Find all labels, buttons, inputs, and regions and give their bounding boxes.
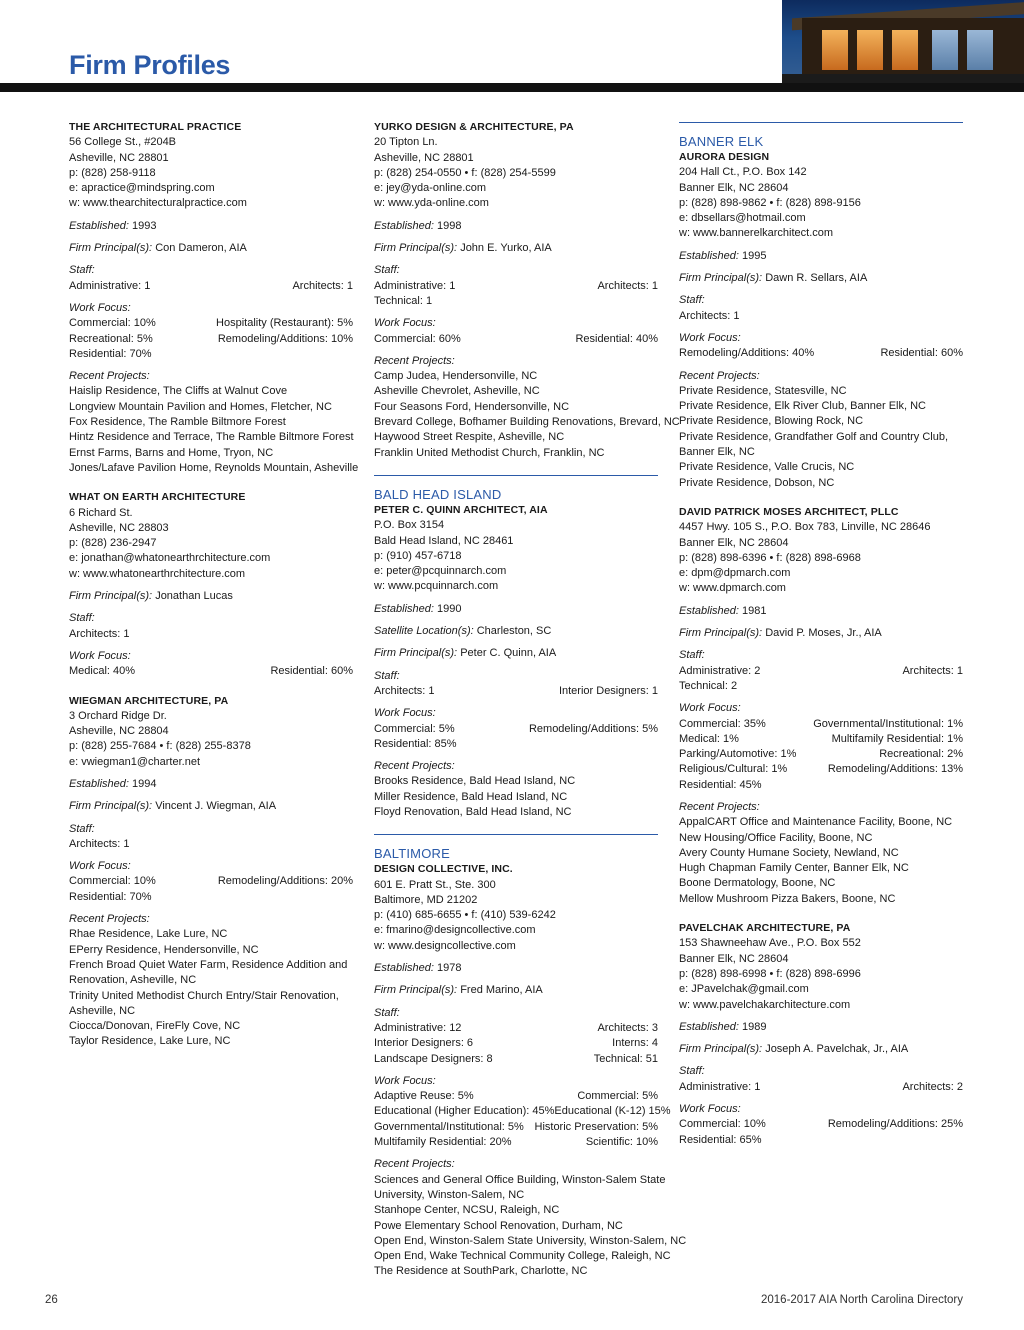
focus-row — [374, 332, 658, 347]
project-item: Ernst Farms, Barns and Home, Tryon, NC — [69, 446, 274, 459]
focus-item: Residential: 60% — [270, 665, 353, 678]
focus-item: Residential: 70% — [69, 890, 152, 903]
staff-row — [679, 664, 963, 679]
established-line — [679, 249, 963, 264]
principals-label: Firm Principal(s): — [374, 984, 458, 997]
column-1 — [69, 120, 359, 1064]
satellite-line — [374, 624, 658, 639]
focus-item: Remodeling/Additions: 13% — [827, 763, 963, 776]
project-item: AppalCART Office and Maintenance Facility, Boone, NC — [679, 816, 953, 829]
focus-item: Commercial: 60% — [374, 332, 461, 345]
focus-item: Multifamily Residential: 20% — [374, 1136, 512, 1149]
established-line — [679, 1020, 963, 1035]
focus-row — [374, 737, 658, 752]
firm-profile — [374, 834, 687, 1279]
principals-value: Peter C. Quinn, AIA — [460, 647, 557, 660]
city-heading: BANNER ELK — [679, 122, 963, 150]
project-item: The Residence at SouthPark, Charlotte, NC — [374, 1265, 588, 1278]
firm-profile — [679, 505, 963, 907]
contact-line: e: jonathan@whatonearthrchitecture.com — [69, 552, 271, 565]
focus-row — [69, 347, 353, 362]
project-item: Private Residence, Elk River Club, Banner Elk, NC — [679, 400, 926, 413]
firm-profile — [374, 120, 680, 461]
focus-row — [679, 778, 963, 793]
established-line — [69, 777, 353, 792]
staff-item: Architects: 1 — [69, 837, 130, 850]
staff-row — [679, 679, 963, 694]
staff-item: Architects: 1 — [374, 684, 435, 697]
focus-row — [679, 762, 963, 777]
focus-item: Governmental/Institutional: 1% — [813, 717, 963, 730]
staff-item: Architects: 1 — [902, 664, 963, 677]
project-item: Open End, Wake Technical Community College, Raleigh, NC — [374, 1250, 671, 1263]
staff-item: Technical: 2 — [679, 679, 738, 692]
focus-row — [679, 732, 963, 747]
staff-row — [69, 837, 353, 852]
staff-row — [69, 627, 353, 642]
staff-row — [374, 1052, 658, 1067]
focus-item: Educational (Higher Education): 45% — [374, 1105, 555, 1118]
focus-label: Work Focus: — [374, 317, 436, 330]
firm-name: WHAT ON EARTH ARCHITECTURE — [69, 491, 246, 504]
contact-line: Asheville, NC 28801 — [374, 151, 474, 164]
focus-item: Residential: 40% — [575, 332, 658, 345]
principals-line — [69, 589, 353, 604]
staff-item: Administrative: 1 — [69, 279, 151, 292]
focus-item: Religious/Cultural: 1% — [679, 763, 788, 776]
header-rule — [0, 83, 1024, 92]
firm-profile — [69, 490, 353, 679]
project-item: Sciences and General Office Building, Winston-Salem State — [374, 1173, 666, 1186]
established-value: 1990 — [437, 602, 462, 615]
principals-line — [69, 799, 353, 814]
principals-line — [374, 241, 658, 256]
firm-name: PETER C. QUINN ARCHITECT, AIA — [374, 503, 548, 516]
established-line — [374, 961, 658, 976]
contact-line: p: (828) 254-0550 • f: (828) 254-5599 — [374, 166, 556, 179]
project-item: Rhae Residence, Lake Lure, NC — [69, 928, 228, 941]
focus-row — [679, 747, 963, 762]
contact-line: Baltimore, MD 21202 — [374, 893, 478, 906]
project-item: Haislip Residence, The Cliffs at Walnut Cove — [69, 385, 288, 398]
focus-item: Residential: 60% — [880, 347, 963, 360]
project-item: Stanhope Center, NCSU, Raleigh, NC — [374, 1204, 560, 1217]
contact-line: e: peter@pcquinnarch.com — [374, 565, 507, 578]
established-label: Established: — [679, 1020, 739, 1033]
focus-item: Scientific: 10% — [585, 1136, 658, 1149]
focus-item: Remodeling/Additions: 25% — [827, 1118, 963, 1131]
focus-item: Governmental/Institutional: 5% — [374, 1120, 524, 1133]
focus-item: Residential: 65% — [679, 1133, 762, 1146]
principals-label: Firm Principal(s): — [679, 627, 763, 640]
staff-item: Administrative: 1 — [374, 279, 456, 292]
established-value: 1998 — [437, 219, 462, 232]
focus-item: Commercial: 35% — [679, 717, 766, 730]
directory-name: 2016-2017 AIA North Carolina Directory — [761, 1294, 963, 1306]
established-line — [374, 602, 658, 617]
contact-line: Asheville, NC 28803 — [69, 521, 169, 534]
focus-item: Educational (K-12) 15% — [554, 1105, 671, 1118]
focus-row — [69, 874, 353, 889]
focus-label: Work Focus: — [679, 1103, 741, 1116]
project-item: Longview Mountain Pavilion and Homes, Fletcher, NC — [69, 400, 332, 413]
principals-value: David P. Moses, Jr., AIA — [765, 627, 882, 640]
project-item: Private Residence, Valle Crucis, NC — [679, 461, 855, 474]
focus-label: Work Focus: — [374, 1074, 436, 1087]
staff-label: Staff: — [69, 822, 95, 835]
staff-item: Architects: 1 — [69, 627, 130, 640]
contact-line: Bald Head Island, NC 28461 — [374, 534, 514, 547]
established-value: 1994 — [132, 777, 157, 790]
focus-item: Residential: 70% — [69, 347, 152, 360]
staff-item: Administrative: 12 — [374, 1021, 462, 1034]
contact-line: 20 Tipton Ln. — [374, 136, 438, 149]
project-item: New Housing/Office Facility, Boone, NC — [679, 831, 873, 844]
principals-line — [679, 1042, 963, 1057]
project-item: Mellow Mushroom Pizza Bakers, Boone, NC — [679, 892, 896, 905]
principals-label: Firm Principal(s): — [374, 242, 458, 255]
focus-label: Work Focus: — [374, 707, 436, 720]
focus-row — [69, 332, 353, 347]
contact-line: w: www.yda-online.com — [374, 197, 489, 210]
focus-item: Commercial: 5% — [374, 722, 455, 735]
project-item: Powe Elementary School Renovation, Durham, NC — [374, 1219, 623, 1232]
focus-item: Multifamily Residential: 1% — [831, 732, 963, 745]
staff-item: Interior Designers: 6 — [374, 1037, 474, 1050]
project-item: Brooks Residence, Bald Head Island, NC — [374, 775, 576, 788]
column-3 — [679, 120, 963, 1162]
projects-label: Recent Projects: — [374, 354, 455, 367]
focus-item: Hospitality (Restaurant): 5% — [216, 317, 353, 330]
established-line — [69, 219, 353, 234]
contact-line: p: (828) 898-6396 • f: (828) 898-6968 — [679, 551, 861, 564]
contact-line: 204 Hall Ct., P.O. Box 142 — [679, 166, 807, 179]
staff-label: Staff: — [679, 649, 705, 662]
contact-line: p: (410) 685-6655 • f: (410) 539-6242 — [374, 909, 556, 922]
contact-line: p: (828) 255-7684 • f: (828) 255-8378 — [69, 740, 251, 753]
focus-item: Medical: 40% — [69, 665, 136, 678]
firm-profile — [679, 921, 963, 1148]
focus-row — [69, 890, 353, 905]
staff-label: Staff: — [374, 264, 400, 277]
firm-name: AURORA DESIGN — [679, 151, 770, 163]
city-heading: BALD HEAD ISLAND — [374, 475, 658, 503]
staff-row — [374, 1021, 658, 1036]
staff-row — [679, 1080, 963, 1095]
established-label: Established: — [374, 962, 434, 975]
contact-line: 6 Richard St. — [69, 506, 133, 519]
staff-row — [374, 294, 658, 309]
firm-name: PAVELCHAK ARCHITECTURE, PA — [679, 922, 851, 935]
contact-line: w: www.pavelchakarchitecture.com — [679, 998, 851, 1011]
project-item: Hintz Residence and Terrace, The Ramble Biltmore Forest — [69, 431, 354, 444]
principals-value: John E. Yurko, AIA — [460, 242, 552, 255]
principals-value: Fred Marino, AIA — [460, 984, 543, 997]
principals-label: Firm Principal(s): — [69, 242, 153, 255]
projects-label: Recent Projects: — [69, 370, 150, 383]
staff-label: Staff: — [69, 264, 95, 277]
projects-label: Recent Projects: — [679, 369, 760, 382]
projects-label: Recent Projects: — [374, 1158, 455, 1171]
project-item: Avery County Humane Society, Newland, NC — [679, 846, 899, 859]
focus-item: Recreational: 2% — [879, 748, 963, 761]
contact-line: 3 Orchard Ridge Dr. — [69, 709, 167, 722]
established-line — [679, 604, 963, 619]
firm-profile — [374, 475, 658, 820]
contact-line: p: (828) 258-9118 — [69, 166, 156, 179]
staff-label: Staff: — [679, 294, 705, 307]
principals-label: Firm Principal(s): — [679, 272, 763, 285]
firm-profile — [69, 694, 353, 1050]
focus-row — [374, 1104, 671, 1119]
satellite-label: Satellite Location(s): — [374, 625, 474, 638]
established-label: Established: — [69, 219, 129, 232]
focus-row — [679, 1133, 963, 1148]
principals-line — [69, 241, 353, 256]
project-item: Boone Dermatology, Boone, NC — [679, 877, 836, 890]
projects-label: Recent Projects: — [374, 760, 455, 773]
focus-item: Commercial: 5% — [577, 1090, 658, 1103]
contact-line: 601 E. Pratt St., Ste. 300 — [374, 878, 496, 891]
contact-line: 153 Shawneehaw Ave., P.O. Box 552 — [679, 937, 861, 950]
established-label: Established: — [374, 602, 434, 615]
contact-line: p: (828) 898-9862 • f: (828) 898-9156 — [679, 196, 861, 209]
staff-item: Architects: 3 — [597, 1021, 658, 1034]
principals-value: Joseph A. Pavelchak, Jr., AIA — [765, 1043, 909, 1056]
principals-value: Dawn R. Sellars, AIA — [765, 272, 868, 285]
focus-item: Adaptive Reuse: 5% — [374, 1090, 474, 1103]
staff-item: Interns: 4 — [612, 1037, 658, 1050]
firm-profile — [679, 122, 963, 491]
principals-label: Firm Principal(s): — [374, 647, 458, 660]
staff-row — [679, 309, 963, 324]
staff-item: Interior Designers: 1 — [558, 684, 658, 697]
staff-item: Landscape Designers: 8 — [374, 1052, 493, 1065]
focus-row — [69, 664, 353, 679]
principals-label: Firm Principal(s): — [69, 590, 153, 603]
firm-name: DAVID PATRICK MOSES ARCHITECT, PLLC — [679, 505, 899, 518]
project-item: Renovation, Asheville, NC — [69, 974, 197, 987]
firm-name: WIEGMAN ARCHITECTURE, PA — [69, 694, 229, 707]
contact-line: 56 College St., #204B — [69, 136, 177, 149]
established-label: Established: — [374, 219, 434, 232]
focus-label: Work Focus: — [679, 702, 741, 715]
established-label: Established: — [679, 249, 739, 262]
staff-row — [69, 279, 353, 294]
project-item: EPerry Residence, Hendersonville, NC — [69, 943, 259, 956]
focus-item: Medical: 1% — [679, 732, 739, 745]
satellite-value: Charleston, SC — [476, 625, 552, 638]
project-item: Fox Residence, The Ramble Biltmore Forest — [69, 416, 286, 429]
contact-line: w: www.thearchitecturalpractice.com — [69, 197, 247, 210]
project-item: Four Seasons Ford, Hendersonville, NC — [374, 400, 570, 413]
focus-item: Remodeling/Additions: 10% — [217, 332, 353, 345]
focus-item: Commercial: 10% — [679, 1118, 766, 1131]
focus-row — [679, 717, 963, 732]
firm-name: DESIGN COLLECTIVE, INC. — [374, 863, 513, 876]
city-heading: BALTIMORE — [374, 834, 658, 862]
staff-item: Architects: 2 — [902, 1080, 963, 1093]
established-value: 1981 — [742, 604, 767, 617]
focus-item: Remodeling/Additions: 5% — [528, 722, 658, 735]
focus-label: Work Focus: — [69, 860, 131, 873]
project-item: Open End, Winston-Salem State University, Winston-Salem, NC — [374, 1234, 687, 1247]
established-line — [374, 219, 658, 234]
focus-label: Work Focus: — [69, 301, 131, 314]
staff-item: Technical: 1 — [374, 294, 433, 307]
principals-line — [374, 646, 658, 661]
project-item: Trinity United Methodist Church Entry/Stair Renovation, — [69, 989, 339, 1002]
firm-name: YURKO DESIGN & ARCHITECTURE, PA — [374, 121, 574, 133]
focus-row — [679, 1117, 963, 1132]
contact-line: p: (828) 236-2947 — [69, 537, 157, 550]
project-item: Jones/Lafave Pavilion Home, Reynolds Mountain, Asheville — [69, 461, 359, 474]
staff-item: Administrative: 1 — [679, 1080, 761, 1093]
focus-item: Remodeling/Additions: 40% — [679, 347, 815, 360]
contact-line: Banner Elk, NC 28604 — [679, 181, 789, 194]
contact-line: Asheville, NC 28801 — [69, 151, 169, 164]
project-item: Asheville Chevrolet, Asheville, NC — [374, 385, 540, 398]
focus-row — [374, 1120, 658, 1135]
project-item: Franklin United Methodist Church, Franklin, NC — [374, 446, 605, 459]
contact-line: p: (910) 457-6718 — [374, 549, 462, 562]
focus-item: Commercial: 10% — [69, 317, 156, 330]
contact-line: p: (828) 898-6998 • f: (828) 898-6996 — [679, 967, 861, 980]
projects-label: Recent Projects: — [69, 913, 150, 926]
focus-row — [374, 722, 658, 737]
contact-line: 4457 Hwy. 105 S., P.O. Box 783, Linville, NC 28646 — [679, 521, 931, 534]
project-item: Private Residence, Dobson, NC — [679, 476, 835, 489]
principals-label: Firm Principal(s): — [69, 800, 153, 813]
principals-value: Con Dameron, AIA — [155, 242, 247, 255]
focus-row — [679, 346, 963, 361]
project-item: Hugh Chapman Family Center, Banner Elk, NC — [679, 862, 909, 875]
page-title: Firm Profiles — [69, 50, 231, 80]
focus-item: Remodeling/Additions: 20% — [217, 875, 353, 888]
contact-line: Banner Elk, NC 28604 — [679, 536, 789, 549]
project-item: University, Winston-Salem, NC — [374, 1188, 525, 1201]
project-item: Banner Elk, NC — [679, 446, 755, 459]
firm-name: THE ARCHITECTURAL PRACTICE — [69, 121, 242, 133]
staff-item: Architects: 1 — [679, 309, 740, 322]
focus-item: Residential: 45% — [679, 778, 762, 791]
contact-line: e: dbsellars@hotmail.com — [679, 212, 806, 225]
principals-label: Firm Principal(s): — [679, 1043, 763, 1056]
project-item: Brevard College, Bofhamer Building Renovations, Brevard, NC — [374, 416, 680, 429]
focus-item: Residential: 85% — [374, 737, 457, 750]
principals-line — [374, 983, 658, 998]
contact-line: Asheville, NC 28804 — [69, 725, 169, 738]
focus-label: Work Focus: — [69, 649, 131, 662]
focus-item: Historic Preservation: 5% — [534, 1120, 658, 1133]
staff-item: Administrative: 2 — [679, 664, 761, 677]
established-label: Established: — [69, 777, 129, 790]
contact-line: Banner Elk, NC 28604 — [679, 952, 789, 965]
focus-item: Parking/Automotive: 1% — [679, 748, 797, 761]
project-item: Floyd Renovation, Bald Head Island, NC — [374, 805, 572, 818]
staff-label: Staff: — [374, 1006, 400, 1019]
principals-line — [679, 626, 963, 641]
focus-item: Commercial: 10% — [69, 875, 156, 888]
column-2 — [374, 120, 687, 1294]
focus-row — [374, 1089, 658, 1104]
contact-line: e: vwiegman1@charter.net — [69, 755, 201, 768]
project-item: Haywood Street Respite, Asheville, NC — [374, 431, 565, 444]
project-item: Private Residence, Grandfather Golf and Country Club, — [679, 430, 949, 443]
established-value: 1978 — [437, 962, 462, 975]
contact-line: e: JPavelchak@gmail.com — [679, 983, 809, 996]
contact-line: w: www.whatonearthrchitecture.com — [69, 567, 246, 580]
project-item: Miller Residence, Bald Head Island, NC — [374, 790, 568, 803]
staff-label: Staff: — [69, 612, 95, 625]
established-value: 1993 — [132, 219, 157, 232]
focus-row — [374, 1135, 658, 1150]
contact-line: e: apractice@mindspring.com — [69, 182, 215, 195]
staff-row — [374, 1036, 658, 1051]
project-item: Taylor Residence, Lake Lure, NC — [69, 1035, 231, 1048]
contact-line: e: dpm@dpmarch.com — [679, 567, 791, 580]
staff-item: Technical: 51 — [593, 1052, 658, 1065]
firm-profile — [69, 120, 359, 476]
contact-line: e: jey@yda-online.com — [374, 182, 487, 195]
principals-value: Vincent J. Wiegman, AIA — [155, 800, 277, 813]
contact-line: w: www.designcollective.com — [374, 939, 516, 952]
project-item: Ciocca/Donovan, FireFly Cove, NC — [69, 1020, 241, 1033]
principals-line — [679, 271, 963, 286]
project-item: Camp Judea, Hendersonville, NC — [374, 370, 538, 383]
staff-item: Architects: 1 — [597, 279, 658, 292]
contact-line: w: www.dpmarch.com — [679, 582, 786, 595]
contact-line: P.O. Box 3154 — [374, 519, 445, 532]
established-value: 1989 — [742, 1020, 767, 1033]
project-item: Private Residence, Statesville, NC — [679, 384, 847, 397]
staff-item: Architects: 1 — [292, 279, 353, 292]
page-number: 26 — [45, 1294, 58, 1306]
contact-line: e: fmarino@designcollective.com — [374, 924, 536, 937]
project-item: Asheville, NC — [69, 1004, 136, 1017]
staff-row — [374, 279, 658, 294]
focus-label: Work Focus: — [679, 331, 741, 344]
contact-line: w: www.pcquinnarch.com — [374, 580, 499, 593]
focus-row — [69, 316, 353, 331]
staff-label: Staff: — [374, 669, 400, 682]
established-label: Established: — [679, 604, 739, 617]
project-item: French Broad Quiet Water Farm, Residence Addition and — [69, 958, 348, 971]
projects-label: Recent Projects: — [679, 800, 760, 813]
staff-row — [374, 684, 658, 699]
focus-item: Recreational: 5% — [69, 332, 153, 345]
contact-line: w: www.bannerelkarchitect.com — [679, 227, 834, 240]
principals-value: Jonathan Lucas — [155, 590, 233, 603]
staff-label: Staff: — [679, 1065, 705, 1078]
header-building-photo — [782, 0, 1024, 84]
established-value: 1995 — [742, 249, 767, 262]
project-item: Private Residence, Blowing Rock, NC — [679, 415, 864, 428]
